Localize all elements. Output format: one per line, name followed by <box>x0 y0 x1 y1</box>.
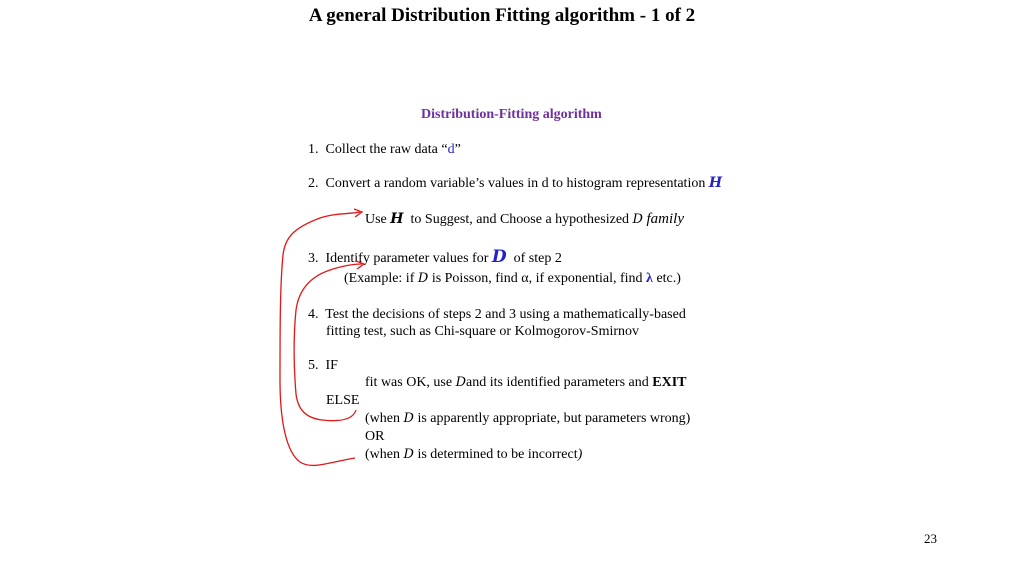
when-2-post: is determined to be incorrect <box>417 447 578 462</box>
fit-ok-mid: and its identified parameters and <box>466 375 649 390</box>
distribution-symbol-6: D <box>403 447 414 462</box>
fit-ok-text: fit was OK, use <box>365 375 453 390</box>
exit-label: EXIT <box>652 375 687 390</box>
step-1-close-quote: ” <box>454 142 461 157</box>
inner-loop-arrow <box>294 264 362 421</box>
step-3-text: Identify parameter values for <box>325 251 489 266</box>
family-label: family <box>646 211 684 227</box>
step-4-line-1: Test the decisions of steps 2 and 3 using a mathematically-based <box>325 307 686 322</box>
distribution-symbol-big: D <box>491 247 507 267</box>
step-1-var: d <box>447 142 455 157</box>
suggest-text: to Suggest, and Choose a hypothesized <box>410 212 630 227</box>
example-mid2: , if exponential, find <box>528 271 643 286</box>
distribution-symbol-5: D <box>403 411 414 426</box>
step-2-number: 2. <box>308 176 319 191</box>
step-1-text: Collect the raw data “ <box>325 142 448 157</box>
when-2-pre: (when <box>365 447 400 462</box>
if-label: IF <box>325 358 338 373</box>
distribution-symbol-3: D <box>417 271 429 286</box>
or-label: OR <box>365 429 385 444</box>
alpha-symbol: α <box>521 271 529 286</box>
step-5-number: 5. <box>308 358 319 373</box>
example-pre: (Example: if <box>344 271 415 286</box>
use-label: Use <box>365 212 387 227</box>
distribution-symbol-4: D <box>455 375 467 390</box>
histogram-symbol: H <box>708 175 723 191</box>
when-1-post: is apparently appropriate, but parameters wrong) <box>417 411 691 426</box>
when-2-close: ) <box>577 447 583 462</box>
inner-arrow-head <box>356 261 364 269</box>
when-1-pre: (when <box>365 411 400 426</box>
step-4-line-2: fitting test, such as Chi-square or Kolmogorov-Smirnov <box>326 324 640 339</box>
outer-loop-arrow <box>280 212 360 465</box>
distribution-symbol: D <box>632 212 643 227</box>
step-4-number: 4. <box>308 307 319 322</box>
else-label: ELSE <box>326 393 360 408</box>
subtitle: Distribution-Fitting algorithm <box>421 107 602 122</box>
step-3-text-post: of step 2 <box>513 251 562 266</box>
slide-title: A general Distribution Fitting algorithm - 1 of 2 <box>308 5 696 26</box>
lambda-symbol: λ <box>646 271 653 286</box>
histogram-symbol-2: H <box>390 211 404 227</box>
example-post: etc.) <box>656 271 681 286</box>
page-number: 23 <box>924 531 937 546</box>
step-1-number: 1. <box>308 142 319 157</box>
example-mid: is Poisson, find <box>431 271 518 286</box>
step-3-number: 3. <box>308 251 319 266</box>
step-2-text: Convert a random variable’s values in d to histogram representation <box>325 176 706 191</box>
